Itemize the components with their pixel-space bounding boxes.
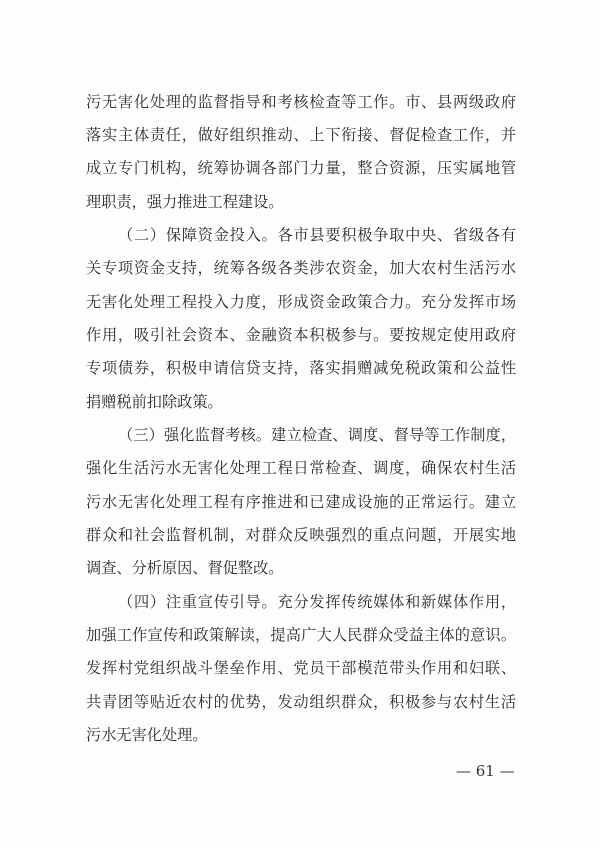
section-heading-line: （二）保障资金投入。各市县要积极争取中央、省级各有 [118, 226, 516, 244]
body-text-line: 群众和社会监督机制，对群众反映强烈的重点问题，开展实地 [86, 526, 516, 544]
body-text-line: 调查、分析原因、督促整改。 [86, 559, 284, 577]
body-text-line: 强化生活污水无害化处理工程日常检查、调度，确保农村生活 [86, 459, 516, 477]
body-text-line: 捐赠税前扣除政策。 [86, 393, 223, 411]
body-text-line: 污无害化处理的监督指导和考核检查等工作。市、县两级政府 [86, 93, 516, 111]
page-number: — 61 — [456, 762, 515, 780]
body-text-line: 污水无害化处理工程有序推进和已建成设施的正常运行。建立 [86, 493, 516, 511]
body-text-line: 加强工作宣传和政策解读，提高广大人民群众受益主体的意识。 [86, 626, 516, 644]
body-text-line: 无害化处理工程投入力度，形成资金政策合力。充分发挥市场 [86, 293, 516, 311]
body-text-line: 发挥村党组织战斗堡垒作用、党员干部模范带头作用和妇联、 [86, 659, 516, 677]
section-heading-line: （三）强化监督考核。建立检查、调度、督导等工作制度， [118, 426, 516, 444]
body-text-line: 共青团等贴近农村的优势，发动组织群众，积极参与农村生活 [86, 693, 516, 711]
body-text-line: 作用，吸引社会资本、金融资本积极参与。要按规定使用政府 [86, 326, 516, 344]
body-text-line: 关专项资金支持，统筹各级各类涉农资金，加大农村生活污水 [86, 259, 516, 277]
body-text-line: 成立专门机构，统筹协调各部门力量，整合资源，压实属地管 [86, 159, 516, 177]
section-heading-line: （四）注重宣传引导。充分发挥传统媒体和新媒体作用， [118, 593, 516, 611]
body-text-line: 落实主体责任，做好组织推动、上下衔接、督促检查工作，并 [86, 126, 516, 144]
body-text-line: 理职责，强力推进工程建设。 [86, 193, 284, 211]
body-text-line: 专项债券，积极申请信贷支持，落实捐赠减免税政策和公益性 [86, 359, 516, 377]
body-text-line: 污水无害化处理。 [86, 726, 208, 744]
